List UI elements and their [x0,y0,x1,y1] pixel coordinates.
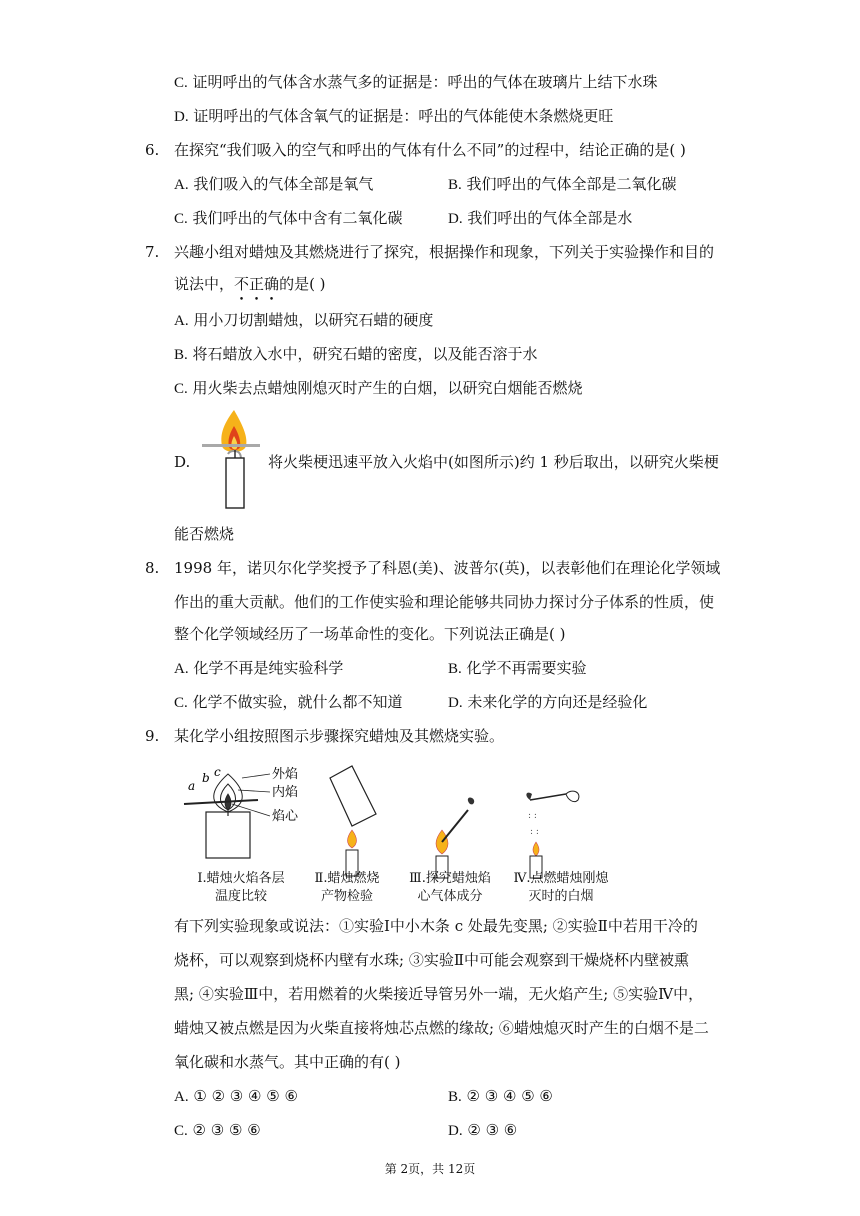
candle-body [226,458,244,508]
label-b: b [202,771,210,785]
panel-4-white-smoke [526,791,579,878]
svg-text:: :: : : [530,827,539,837]
caption-4: Ⅳ.点燃蜡烛刚熄 灭时的白烟 [513,871,609,904]
page-footer: 第 2页，共 12页 [384,1162,476,1176]
q8-option-c: C. 化学不做实验，就什么都不知道 [174,693,403,711]
q9-option-b: B. ② ③ ④ ⑤ ⑥ [448,1087,553,1105]
q8-stem-line1: 1998 年，诺贝尔化学奖授予了科恩(美)、波普尔(英)，以表彰他们在理论化学领域 [174,559,721,577]
label-flame-core: 焰心 [272,809,299,824]
q9-body-line1: 有下列实验现象或说法：①实验Ⅰ中小木条 c 处最先变黑; ②实验Ⅱ中若用干冷的 [174,917,698,935]
q7-number: 7. [145,243,160,261]
q6-option-d: D. 我们呼出的气体全部是水 [448,209,633,227]
label-c: c [214,765,221,779]
q7-option-c: C. 用火柴去点蜡烛刚熄灭时产生的白烟，以研究白烟能否燃烧 [174,379,583,397]
q8-option-a: A. 化学不再是纯实验科学 [174,659,344,677]
q8-option-d: D. 未来化学的方向还是经验化 [448,693,648,711]
q9-option-c: C. ② ③ ⑤ ⑥ [174,1121,261,1139]
q7-stem-line2: 说法中，不正确的是( ) [174,275,326,293]
panel-2-beaker-test [330,766,376,876]
q6-option-c: C. 我们呼出的气体中含有二氧化碳 [174,209,403,227]
q9-option-d: D. ② ③ ⑥ [448,1121,518,1139]
q8-stem-line2: 作出的重大贡献。他们的工作使实验和理论能够共同协力探讨分子体系的性质，使 [174,593,715,611]
q9-number: 9. [145,727,160,745]
q9-body-line4: 蜡烛又被点燃是因为火柴直接将烛芯点燃的缘故; ⑥蜡烛熄灭时产生的白烟不是二 [174,1019,709,1037]
label-inner-flame: 内焰 [272,785,299,800]
q9-stem: 某化学小组按照图示步骤探究蜡烛及其燃烧实验。 [174,727,505,745]
q7-option-b: B. 将石蜡放入水中，研究石蜡的密度，以及能否溶于水 [174,345,538,363]
panel-1-flame-layers [184,765,299,858]
q8-option-b: B. 化学不再需要实验 [448,659,587,677]
label-a: a [188,779,196,793]
q7-option-d-letter: D. [174,453,191,471]
emphasis-char: 确 [264,275,280,293]
q5-option-d: D. 证明呼出的气体含氧气的证据是：呼出的气体能使木条燃烧更旺 [174,107,614,125]
q9-option-a: A. ① ② ③ ④ ⑤ ⑥ [174,1087,298,1105]
candle-match-figure [200,406,262,510]
caption-2: Ⅱ.蜡烛燃烧 产物检验 [314,871,380,904]
q8-stem-line3: 整个化学领域经历了一场革命性的变化。下列说法正确是( ) [174,625,566,643]
q5-option-c: C. 证明呼出的气体含水蒸气多的证据是：呼出的气体在玻璃片上结下水珠 [174,73,658,91]
q8-number: 8. [145,559,160,577]
q7-stem-line1: 兴趣小组对蜡烛及其燃烧进行了探究，根据操作和现象，下列关于实验操作和目的 [174,243,715,261]
emphasis-char: 正 [249,275,265,293]
q7-option-d-cont: 能否燃烧 [174,525,235,543]
caption-1: Ⅰ.蜡烛火焰各层 温度比较 [197,871,285,904]
label-outer-flame: 外焰 [272,767,299,782]
q6-option-a: A. 我们吸入的气体全部是氧气 [174,175,374,193]
match-stick [202,444,260,447]
q9-body-line3: 黑; ④实验Ⅲ中，若用燃着的火柴接近导管另外一端，无火焰产生; ⑤实验Ⅳ中， [174,985,704,1003]
q7-option-a: A. 用小刀切割蜡烛，以研究石蜡的硬度 [174,311,434,329]
q7-option-d-text: 将火柴梗迅速平放入火焰中(如图所示)约 1 秒后取出，以研究火柴梗 [268,453,719,471]
svg-text:: :: : : [528,811,537,821]
q6-option-b: B. 我们呼出的气体全部是二氧化碳 [448,175,677,193]
caption-3: Ⅲ.探究蜡烛焰 心气体成分 [409,871,491,904]
q9-body-line2: 烧杯，可以观察到烧杯内壁有水珠; ③实验Ⅱ中可能会观察到干燥烧杯内壁被熏 [174,951,690,969]
panel-3-tube-test [436,797,474,878]
q6-stem: 在探究“我们吸入的空气和呼出的气体有什么不同”的过程中，结论正确的是( ) [174,141,686,159]
emphasis-char: 不 [234,275,250,293]
q6-number: 6. [145,141,160,159]
q9-body-line5: 氧化碳和水蒸气。其中正确的有( ) [174,1053,401,1071]
